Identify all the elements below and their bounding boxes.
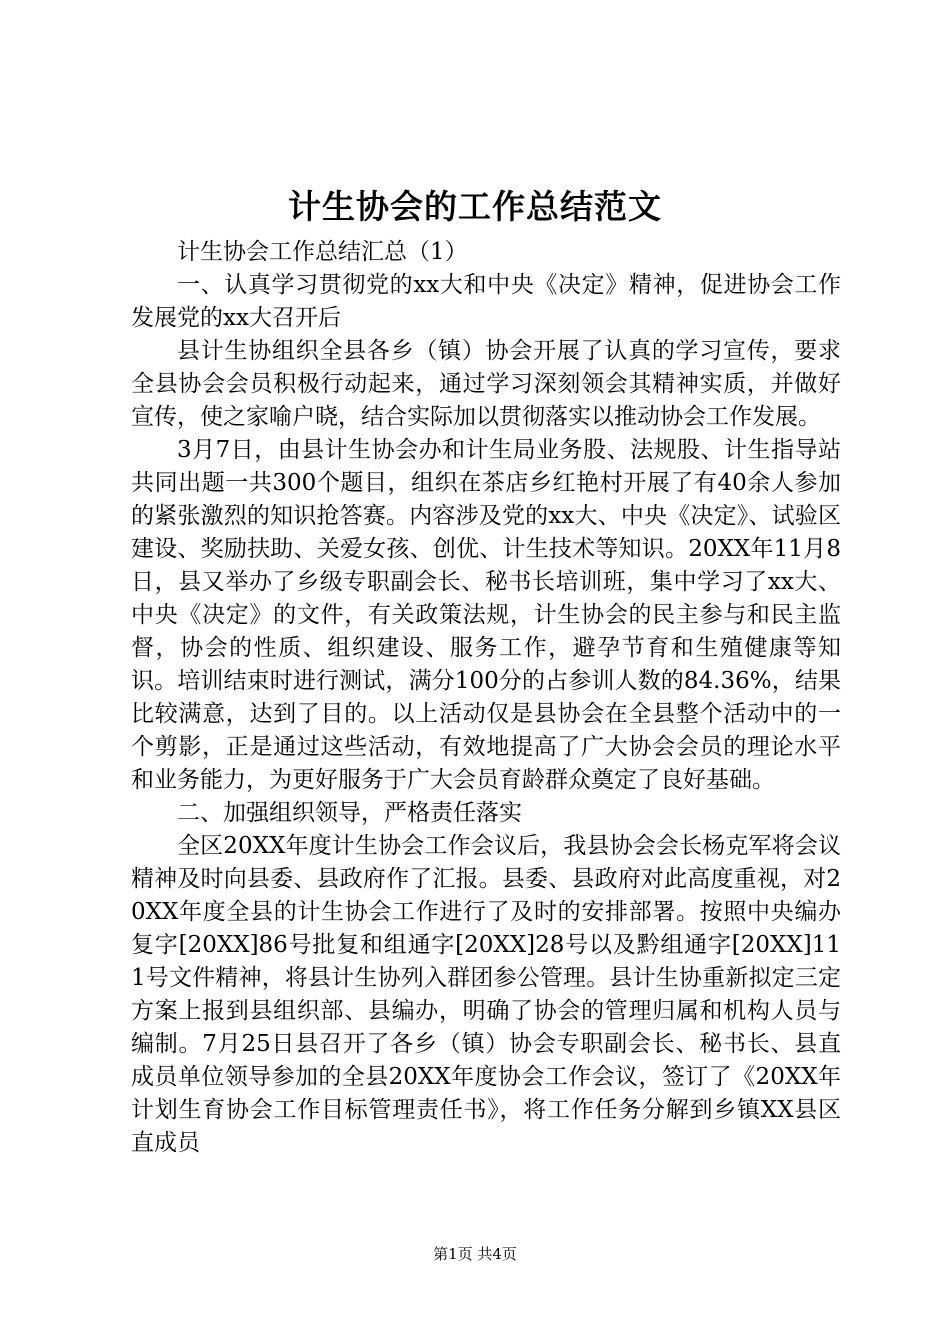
paragraph: 3月7日，由县计生协会办和计生局业务股、法规股、计生指导站共同出题一共300个题目，组织在茶店乡红艳村开展了有40余人参加的紧张激烈的知识抢答赛。内容涉及党的xx大、中央《决定》、试验区建设、奖励扶助、关爱女孩、创优、计生技术等知识。20XX年11月8日，县又举办了乡级专职副会长、秘书长培训班，集中学习了xx大、中央《决定》的文件，有关政策法规，计生协会的民主参与和民主监督，协会的性质、组织建设、服务工作，避孕节育和生殖健康等知识。培训结束时进行测试，满分100分的占参训人数的84.36%，结果比较满意，达到了目的。以上活动仅是县协会在全县整个活动中的一个剪影，正是通过这些活动，有效地提高了广大协会会员的理论水平和业务能力，为更好服务于广大会员育龄群众奠定了良好基础。 [131, 437, 841, 793]
paragraph-section-2-heading: 二、加强组织领导，严格责任落实 [177, 800, 522, 826]
page-footer: 第1页 共4页 [433, 1245, 517, 1263]
paragraph: 县计生协组织全县各乡（镇）协会开展了认真的学习宣传，要求全县协会会员积极行动起来，通过学习深刻领会其精神实质，并做好宣传，使之家喻户晓，结合实际加以贯彻落实以推动协会工作发展。 [131, 338, 841, 430]
document-title: 计生协会的工作总结范文 [288, 187, 662, 226]
paragraph-subtitle: 计生协会工作总结汇总（1） [177, 239, 468, 265]
paragraph: 全区20XX年度计生协会工作会议后，我县协会会长杨克军将会议精神及时向县委、县政府作了汇报。县委、县政府对此高度重视，对20XX年度全县的计生协会工作进行了及时的安排部署。按照中央编办复字[20XX]86号批复和组通字[20XX]28号以及黔组通字[20XX]111号文件精神，将县计生协列入群团参公管理。县计生协重新拟定三定方案上报到县组织部、县编办，明确了协会的管理归属和机构人员与编制。7月25日县召开了各乡（镇）协会专职副会长、秘书长、县直成员单位领导参加的全县20XX年度协会工作会议，签订了《20XX年计划生育协会工作目标管理责任书》，将工作任务分解到乡镇XX县区直成员 [131, 833, 841, 1156]
document-body [131, 236, 841, 1160]
paragraph-section-1-heading: 一、认真学习贯彻党的xx大和中央《决定》精神，促进协会工作发展党的xx大召开后 [131, 272, 841, 331]
